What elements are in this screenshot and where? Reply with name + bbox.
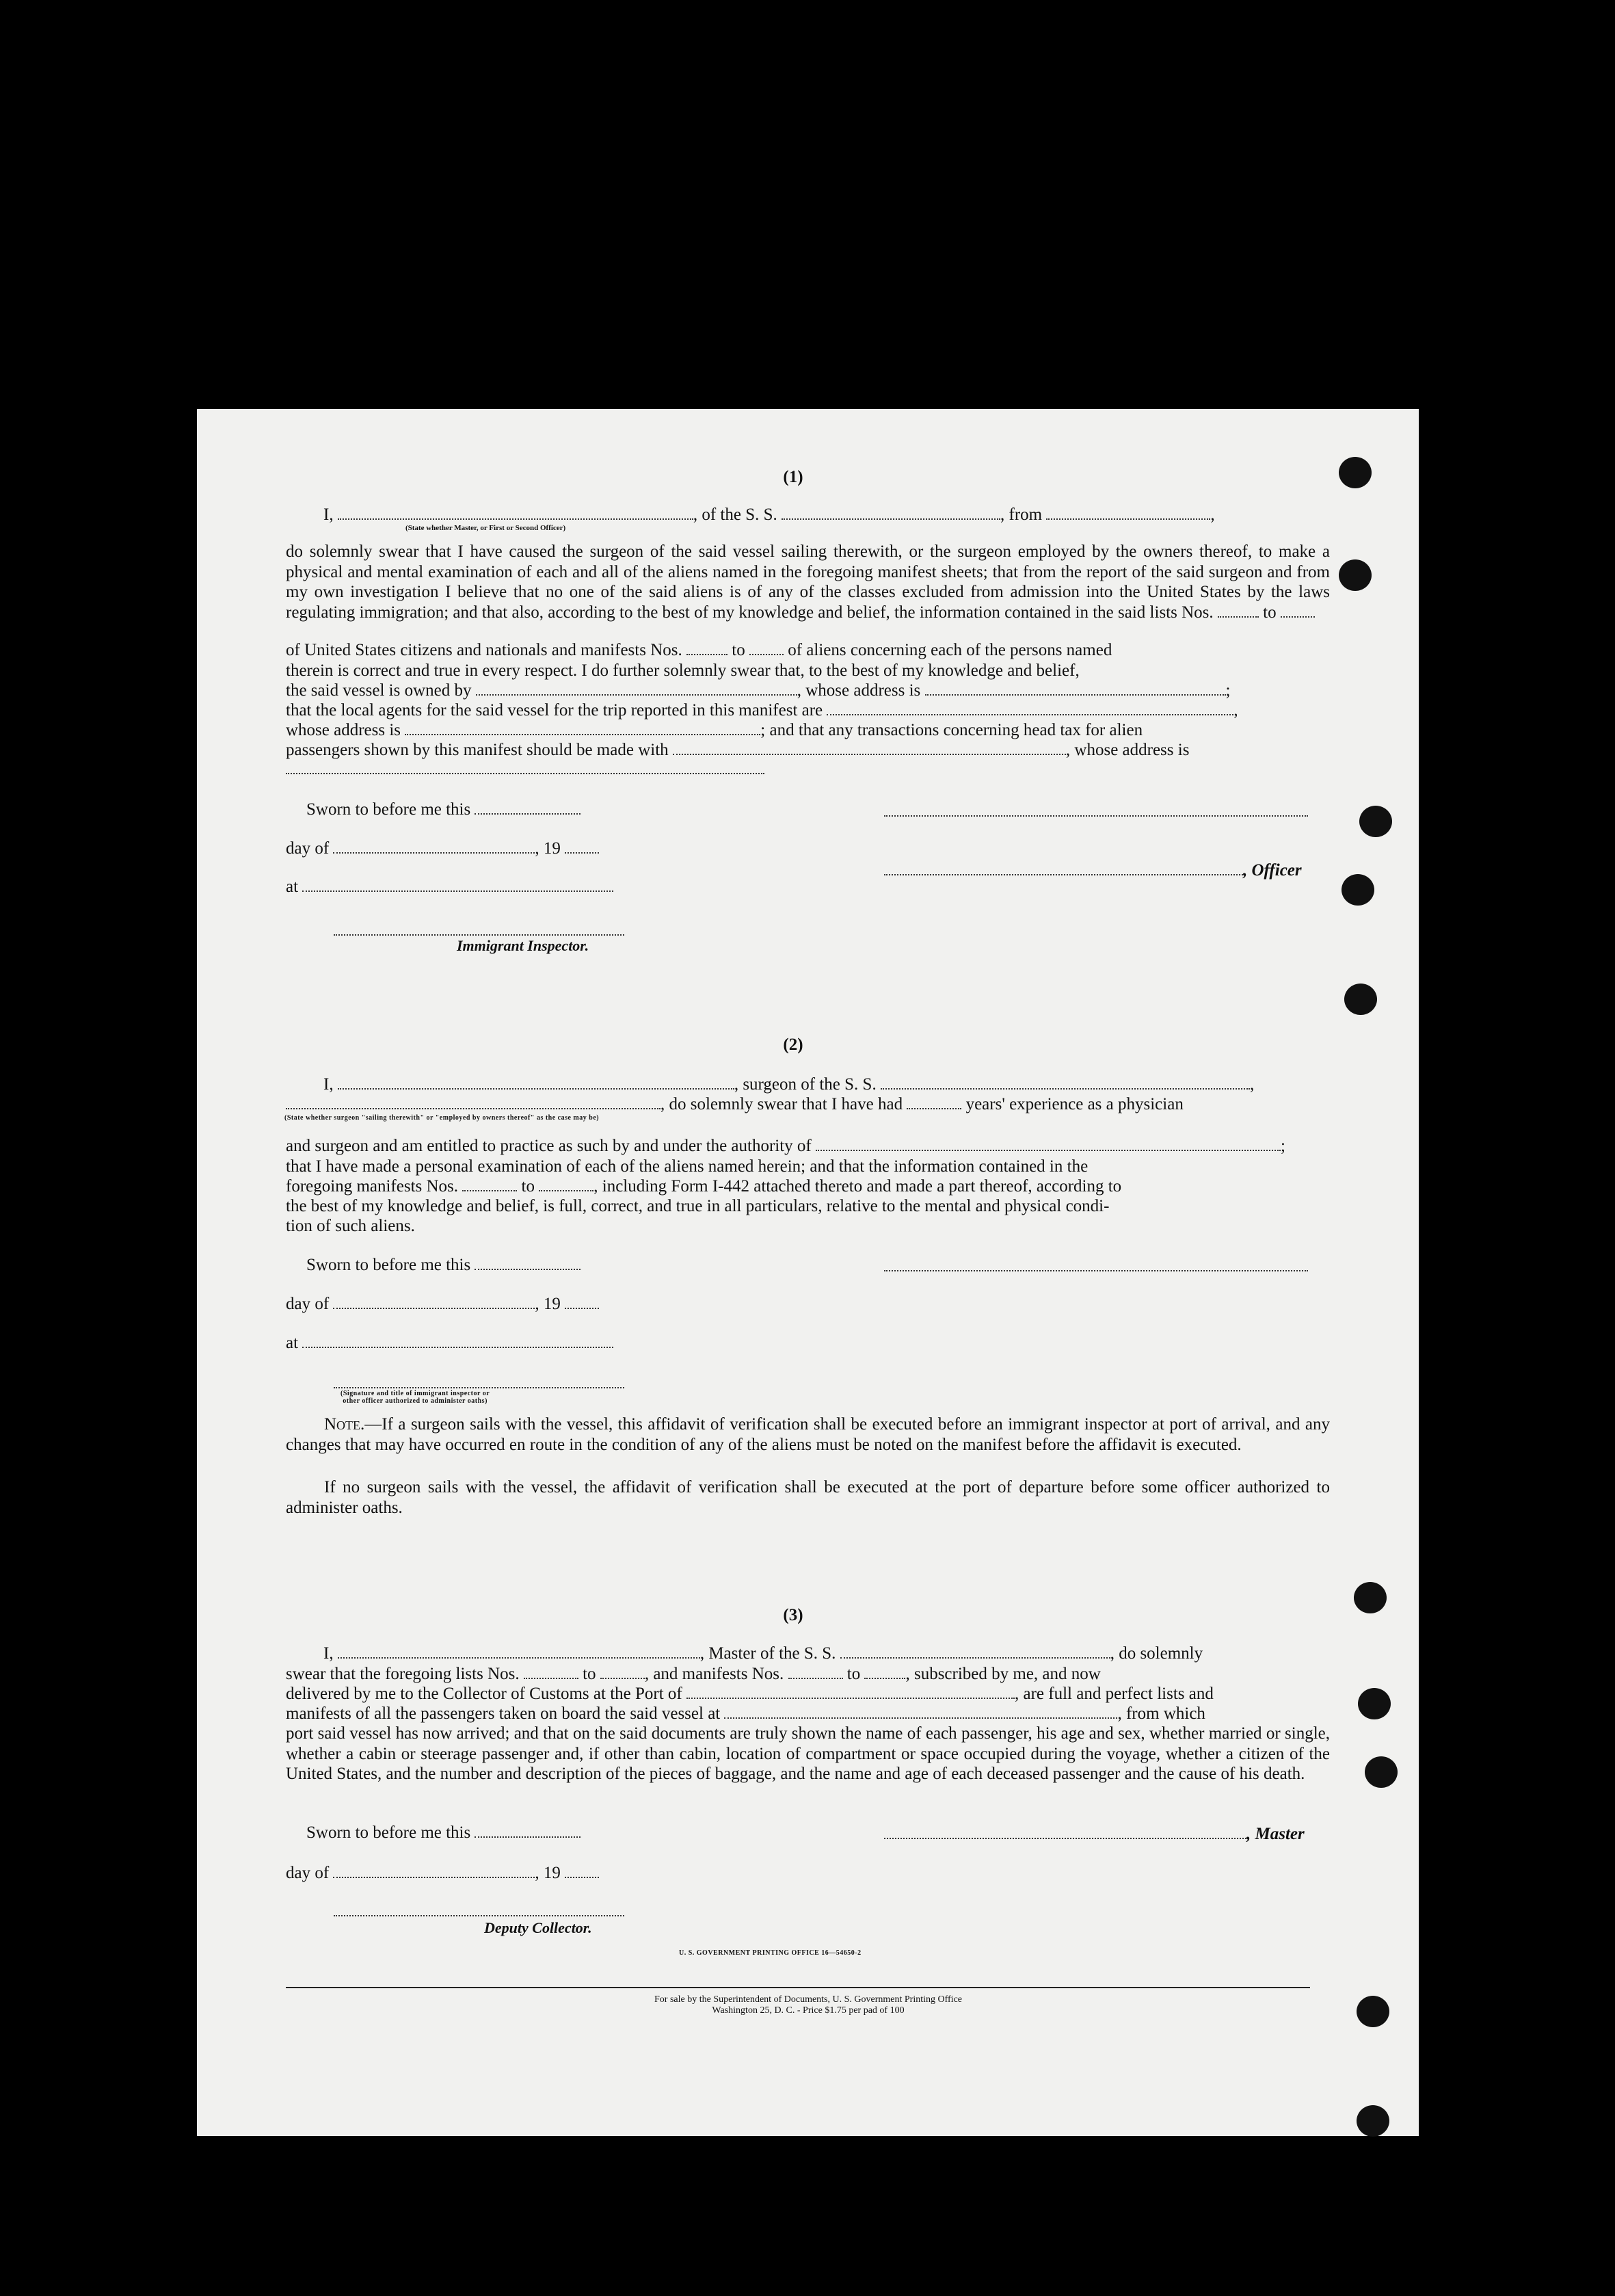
s2-at-field[interactable] [302, 1334, 613, 1348]
s2-vessel-field[interactable] [881, 1076, 1250, 1090]
punch-hole [1342, 874, 1374, 906]
deputy-collector-label: Deputy Collector. [484, 1919, 592, 1936]
s2-year-field[interactable] [565, 1295, 599, 1309]
surgeon-status-field[interactable] [286, 1096, 660, 1109]
s2-line-4: that I have made a personal examination of each of the aliens named herein; and that the information contained in the [286, 1157, 1089, 1176]
s3-line-2: swear that the foregoing lists Nos. to , and manifests Nos. to , subscribed by me, and now [286, 1665, 1101, 1683]
section-2-heading: (2) [783, 1035, 803, 1054]
s2-inspector-signature-line[interactable] [334, 1387, 624, 1388]
s2-line-2: , do solemnly swear that I have had years' experience as a physician [286, 1094, 1184, 1115]
form-page [197, 409, 1419, 2136]
years-field[interactable] [907, 1096, 961, 1109]
s3-line-3: delivered by me to the Collector of Customs at the Port of , are full and perfect lists and [286, 1685, 1214, 1703]
s3-day: day of , 19 [286, 1863, 599, 1884]
embark-port-field[interactable] [724, 1705, 1117, 1719]
s1-paragraph: do solemnly swear that I have caused the surgeon of the said vessel sailing therewith, or the surgeon employed by the owners thereof, to make a physical and mental examination of each and all of the aliens named in the foregoing manifest sheets; that from the report of the said surgeon and from my own investigation I believe that no one of the said aliens is of any of the classes excluded from admission into the United States by the laws regulating immigration; and that also, according to the best of my knowledge and belief, the information contained in the said lists Nos. to [286, 542, 1330, 622]
s3-lists-to-field[interactable] [600, 1665, 645, 1679]
footer: For sale by the Superintendent of Documents, U. S. Government Printing Office Washington 25, D. C. - Price $1.75 per pad of 100 [654, 1994, 962, 2016]
s1-line-correct: therein is correct and true in every respect. I do further solemnly swear that, to the best of my knowledge and belief, [286, 661, 1080, 680]
s3-paragraph: port said vessel has now arrived; and that on the said documents are truly shown the name of each passenger, his age and sex, whether married or single, whether a cabin or steerage passenger and, if other than cabin, location of compartment or space occupied during the voyage, whether a citizen of the United States, and the number and description of the pieces of baggage, and the name and age of each deceased passenger and the cause of his death. [286, 1724, 1330, 1783]
vessel-name-field[interactable] [782, 506, 1000, 520]
owner-address-field[interactable] [925, 682, 1226, 696]
punch-hole [1358, 1688, 1391, 1719]
section-3-heading: (3) [783, 1606, 803, 1624]
s2-signature-line[interactable] [884, 1270, 1308, 1271]
rank-caption: (State whether Master, or First or Second Officer) [405, 524, 566, 532]
s1-line-1: I, , of the S. S. , from , [323, 505, 1215, 524]
s2-line-1: I, , surgeon of the S. S. , [323, 1075, 1255, 1094]
head-tax-contact-field[interactable] [673, 741, 1066, 755]
collector-signature-line[interactable] [334, 1915, 624, 1916]
s3-vessel-field[interactable] [840, 1645, 1110, 1659]
s1-line-citizens: of United States citizens and nationals and manifests Nos. to of aliens concerning each of the persons named [286, 641, 1112, 659]
s2-day-field[interactable] [333, 1295, 535, 1309]
gpo-imprint: U. S. GOVERNMENT PRINTING OFFICE 16—54650-2 [679, 1949, 862, 1957]
s1-officer-line: , Officer [884, 860, 1302, 881]
s2-line-6: the best of my knowledge and belief, is full, correct, and true in all particulars, relative to the mental and physical condi- [286, 1197, 1110, 1215]
s2-at: at [286, 1333, 613, 1354]
s2-day: day of , 19 [286, 1294, 599, 1315]
section-1-heading: (1) [783, 468, 803, 486]
lists-to-field[interactable] [1281, 604, 1315, 618]
from-port-field[interactable] [1046, 506, 1210, 520]
manifests-to-field[interactable] [749, 642, 784, 655]
lists-from-field[interactable] [1218, 604, 1259, 618]
contact-address-field[interactable] [286, 773, 764, 774]
s1-day: day of , 19 [286, 839, 599, 859]
s2-manifests-to-field[interactable] [539, 1178, 593, 1191]
s1-at-field[interactable] [302, 878, 613, 892]
punch-hole [1354, 1582, 1387, 1613]
s1-line-whose: whose address is ; and that any transactions concerning head tax for alien [286, 721, 1143, 739]
s2-sworn: Sworn to before me this [306, 1255, 580, 1276]
s2-manifests-from-field[interactable] [462, 1178, 517, 1191]
manifests-from-field[interactable] [686, 642, 728, 655]
s1-sworn-field[interactable] [475, 801, 580, 815]
s3-year-field[interactable] [565, 1864, 599, 1878]
s3-sworn: Sworn to before me this [306, 1823, 580, 1843]
s3-manifests-from-field[interactable] [788, 1665, 843, 1679]
surgeon-status-caption: (State whether surgeon "sailing therewith" or "employed by owners thereof" as the case may be) [284, 1114, 600, 1122]
punch-hole [1359, 806, 1392, 837]
agents-field[interactable] [827, 702, 1233, 715]
s2-line-7: tion of such aliens. [286, 1217, 415, 1235]
s3-sworn-field[interactable] [475, 1824, 580, 1838]
punch-hole [1339, 559, 1372, 591]
rank-field[interactable] [338, 506, 693, 520]
officer-signature-field[interactable] [884, 862, 1243, 875]
s3-line-1: I, , Master of the S. S. , do solemnly [323, 1644, 1203, 1663]
punch-hole [1357, 2105, 1389, 2137]
s2-sworn-field[interactable] [475, 1256, 580, 1270]
s1-line-agents: that the local agents for the said vessel for the trip reported in this manifest are , [286, 701, 1238, 720]
punch-hole [1339, 457, 1372, 488]
owner-field[interactable] [476, 682, 797, 696]
s3-lists-from-field[interactable] [524, 1665, 578, 1679]
s1-sworn: Sworn to before me this [306, 800, 580, 820]
punch-hole [1344, 984, 1377, 1015]
port-field[interactable] [686, 1685, 1015, 1699]
footer-rule [286, 1987, 1310, 1988]
s1-year-field[interactable] [565, 840, 599, 854]
s1-at: at [286, 877, 613, 897]
s1-day-field[interactable] [333, 840, 535, 854]
master-signature-field[interactable] [884, 1825, 1246, 1839]
s1-line-owned: the said vessel is owned by , whose address is ; [286, 681, 1231, 700]
s1-signature-line[interactable] [884, 815, 1308, 817]
s3-day-field[interactable] [333, 1864, 535, 1878]
s3-line-4: manifests of all the passengers taken on board the said vessel at , from which [286, 1704, 1205, 1723]
surgeon-name-field[interactable] [338, 1076, 734, 1090]
s2-line-3: and surgeon and am entitled to practice as such by and under the authority of ; [286, 1137, 1285, 1155]
punch-hole [1365, 1756, 1398, 1788]
authority-field[interactable] [816, 1137, 1281, 1151]
immigrant-inspector-label: Immigrant Inspector. [457, 937, 589, 954]
punch-hole [1357, 1996, 1389, 2027]
agents-address-field[interactable] [405, 722, 760, 735]
note-paragraph-2: If no surgeon sails with the vessel, the affidavit of verification shall be executed at the port of departure before some officer authorized to administer oaths. [286, 1478, 1330, 1517]
s2-signature-caption: (Signature and title of immigrant inspector or other officer authorized to administer oaths) [341, 1390, 490, 1405]
s2-line-5: foregoing manifests Nos. to , including Form I-442 attached thereto and made a part thereof, according to [286, 1177, 1122, 1196]
note-paragraph: Note.—If a surgeon sails with the vessel, this affidavit of verification shall be executed before an immigrant inspector at port of arrival, and any changes that may have occurred en route in the condition of any of the aliens must be noted on the manifest before the affidavit is executed. [286, 1415, 1330, 1454]
s3-master-line: , Master [884, 1824, 1305, 1845]
s1-line-passengers: passengers shown by this manifest should be made with , whose address is [286, 741, 1190, 759]
s3-manifests-to-field[interactable] [864, 1665, 905, 1679]
master-name-field[interactable] [338, 1645, 700, 1659]
